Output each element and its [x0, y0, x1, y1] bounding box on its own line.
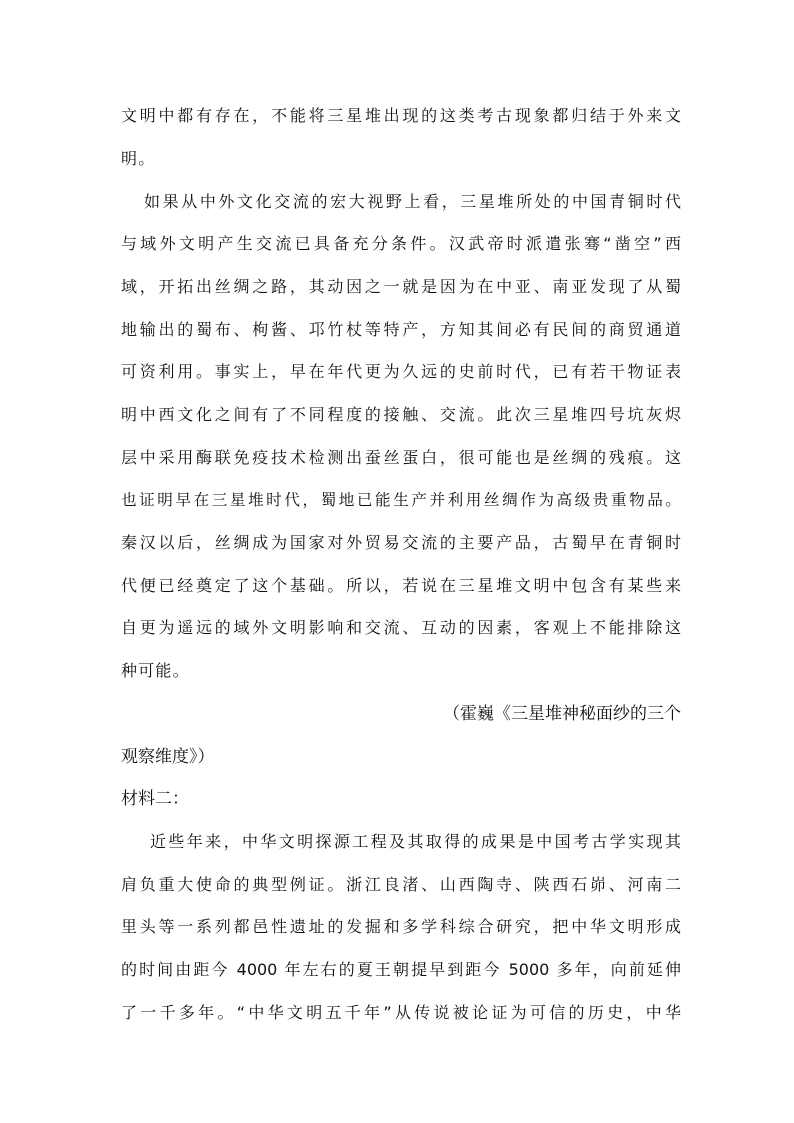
section-heading: 材料二： — [121, 789, 189, 808]
text-line: 肩负重大使命的典型例证。浙江良渚、山西陶寺、陕西石峁、河南二 — [121, 875, 681, 894]
paragraph-first-line: 近些年来，中华文明探源工程及其取得的成果是中国考古学实现其 — [150, 832, 681, 851]
text-line: 也证明早在三星堆时代，蜀地已能生产并利用丝绸作为高级贵重物品。 — [121, 491, 681, 509]
text-line: 文明中都有存在，不能将三星堆出现的这类考古现象都归结于外来文 — [121, 106, 681, 125]
text-line: 域，开拓出丝绸之路，其动因之一就是因为在中亚、南亚发现了从蜀 — [121, 277, 681, 296]
text-line: 代便已经奠定了这个基础。所以，若说在三星堆文明中包含有某些来 — [121, 576, 681, 595]
text-line: 自更为遥远的域外文明影响和交流、互动的因素，客观上不能排除这 — [121, 618, 681, 637]
text-line: 的时间由距今 4000 年左右的夏王朝提早到距今 5000 多年，向前延伸 — [121, 960, 681, 979]
text-line: 明。 — [121, 149, 156, 168]
paragraph-first-line: 如果从中外文化交流的宏大视野上看，三星堆所处的中国青铜时代 — [144, 192, 681, 211]
citation-line: 观察维度》） — [121, 747, 215, 766]
text-line: 可资利用。事实上，早在年代更为久远的史前时代，已有若干物证表 — [121, 362, 681, 381]
citation-line: （霍巍《三星堆神秘面纱的三个 — [443, 704, 681, 723]
text-line: 地输出的蜀布、枸酱、邛竹杖等特产，方知其间必有民间的商贸通道 — [121, 320, 681, 339]
text-line: 明中西文化之间有了不同程度的接触、交流。此次三星堆四号坑灰烬 — [121, 405, 681, 424]
text-line: 种可能。 — [121, 661, 190, 680]
text-line: 秦汉以后，丝绸成为国家对外贸易交流的主要产品，古蜀早在青铜时 — [121, 533, 681, 552]
text-line: 层中采用酶联免疫技术检测出蚕丝蛋白，很可能也是丝绸的残痕。这 — [121, 448, 681, 467]
text-line: 了一千多年。“中华文明五千年”从传说被论证为可信的历史，中华 — [121, 1003, 681, 1022]
text-line: 与域外文明产生交流已具备充分条件。汉武帝时派遣张骞“凿空”西 — [121, 234, 681, 253]
text-line: 里头等一系列都邑性遗址的发掘和多学科综合研究，把中华文明形成 — [121, 917, 681, 936]
